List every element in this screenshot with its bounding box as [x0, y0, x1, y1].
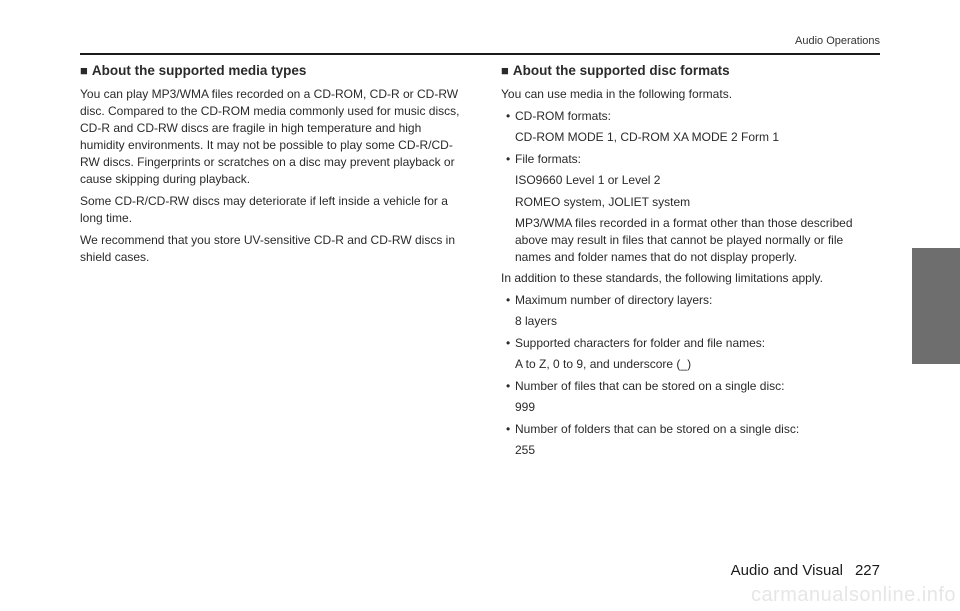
left-column — [80, 62, 465, 271]
paragraph: We recommend that you store UV-sensitive CD-R and CD-RW discs in shield cases. — [80, 233, 456, 264]
square-bullet-icon: ■ — [501, 63, 509, 78]
paragraph: In addition to these standards, the following limitations apply. — [501, 271, 823, 285]
item-label: Number of folders that can be stored on a single disc: — [515, 422, 800, 436]
note-text: MP3/WMA files recorded in a format other than those described above may result in files that cannot be played normally or file names and folder names that do not display properly. — [515, 216, 853, 264]
list-item — [501, 421, 881, 459]
list-item — [501, 151, 881, 189]
list-item — [501, 378, 881, 416]
heading-text: About the supported media types — [91, 63, 307, 78]
item-value: 8 layers — [515, 314, 558, 328]
side-tab — [912, 248, 960, 364]
bullet-icon: • — [506, 152, 511, 166]
right-column — [501, 62, 881, 464]
item-value: ROMEO system, JOLIET system — [515, 195, 691, 209]
item-value: A to Z, 0 to 9, and underscore (_) — [515, 357, 692, 371]
item-value: ISO9660 Level 1 or Level 2 — [515, 173, 661, 187]
item-value: CD-ROM MODE 1, CD-ROM XA MODE 2 Form 1 — [515, 130, 780, 144]
section-heading — [80, 62, 465, 80]
page-number: 227 — [854, 562, 880, 579]
paragraph: You can play MP3/WMA files recorded on a CD-ROM, CD-R or CD-RW disc. Compared to the CD-ROM media commonly used for music discs, CD-R and CD-RW discs are fragile in high temperature and high humidity environments. It may not be possible to play some CD-R/CD-RW discs. Fingerprints or scratches on a disc may prevent playback or cause skipping during playback. — [80, 87, 460, 186]
item-label: Supported characters for folder and file names: — [515, 336, 766, 350]
paragraph: Some CD-R/CD-RW discs may deteriorate if left inside a vehicle for a long time. — [80, 194, 448, 225]
bullet-icon: • — [506, 422, 511, 436]
chapter-title: Audio and Visual — [730, 562, 843, 579]
bullet-icon: • — [506, 293, 511, 307]
list-item — [501, 108, 881, 146]
heading-text: About the supported disc formats — [512, 63, 730, 78]
watermark-text: carmanualsonline.info — [750, 584, 956, 606]
bullet-icon: • — [506, 336, 511, 350]
bullet-icon: • — [506, 109, 511, 123]
header-rule — [80, 53, 880, 55]
item-label: CD-ROM formats: — [515, 109, 611, 123]
section-heading — [501, 62, 881, 80]
running-header: Audio Operations — [795, 35, 880, 47]
item-value: 999 — [515, 400, 536, 414]
square-bullet-icon: ■ — [80, 63, 88, 78]
item-label: File formats: — [515, 152, 582, 166]
list-item — [501, 335, 881, 373]
bullet-icon: • — [506, 379, 511, 393]
list-item — [501, 292, 881, 330]
paragraph: You can use media in the following formats. — [501, 87, 733, 101]
item-label: Number of files that can be stored on a single disc: — [515, 379, 785, 393]
page-footer — [731, 562, 880, 579]
item-label: Maximum number of directory layers: — [515, 293, 713, 307]
item-value: 255 — [515, 443, 536, 457]
